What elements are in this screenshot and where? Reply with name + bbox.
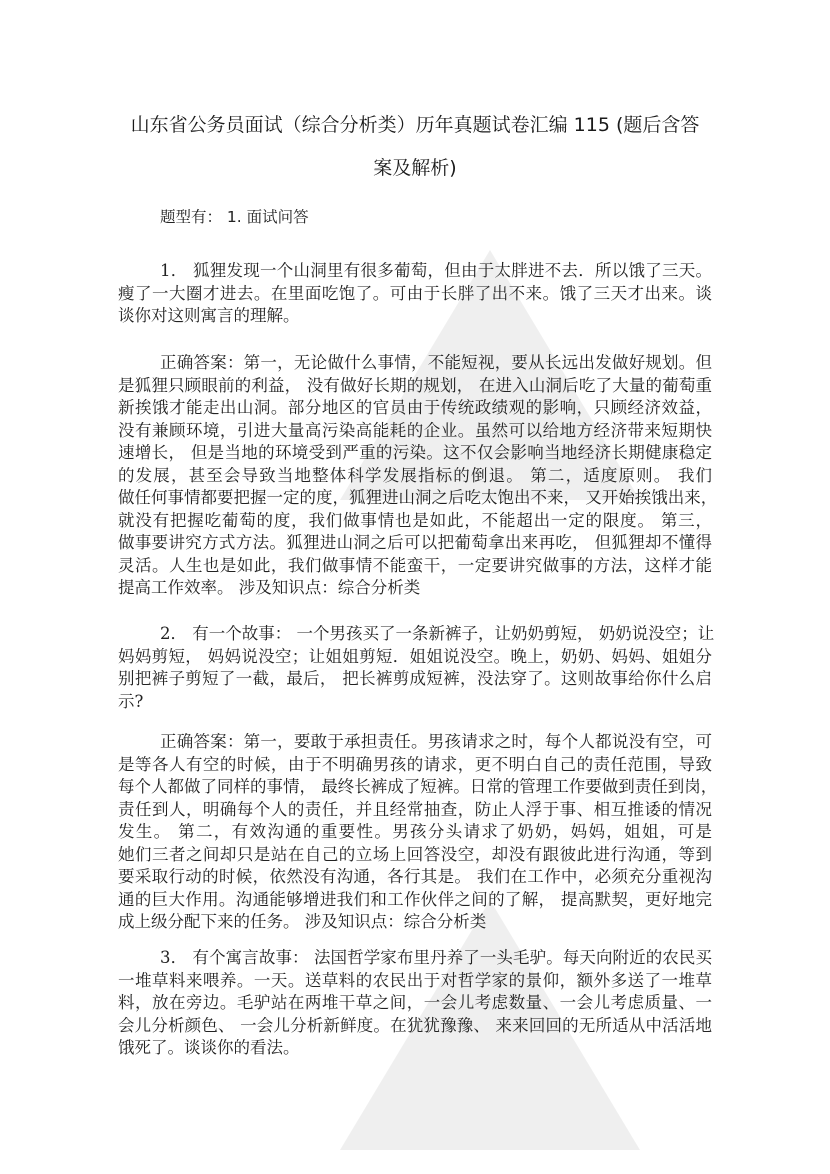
question-text-line: 料，放在旁边。毛驴站在两堆干草之间，一会儿考虑数量、一会儿考虑质量、一 (118, 993, 712, 1012)
answer-2 (118, 731, 718, 934)
question-text-line: 3． 有个寓言故事： 法国哲学家布里丹养了一头毛驴。每天向附近的农民买 (160, 948, 712, 967)
question-text-line: 示? (118, 691, 144, 711)
answer-text-line: 新挨饿才能走出山洞。部分地区的官员由于传统政绩观的影响，只顾经济效益， (118, 398, 712, 417)
answer-text-line: 正确答案：第一，要敢于承担责任。男孩请求之时，每个人都说没有空，可 (160, 732, 712, 751)
answer-text-line: 通的巨大作用。沟通能够增进我们和工作伙伴之间的了解， 提高默契，更好地完 (118, 889, 712, 909)
question-2 (118, 623, 715, 713)
answer-text-line: 要采取行动的时候，依然没有沟通，各行其是。 我们在工作中，必须充分重视沟 (118, 867, 712, 886)
question-text-line: 1． 狐狸发现一个山洞里有很多葡萄，但由于太胖进不去．所以饿了三天。 (160, 261, 712, 280)
document-title-line-1: 山东省公务员面试（综合分析类）历年真题试卷汇编 115 (题后含答 (130, 114, 700, 136)
answer-text-line: 的发展，甚至会导致当地整体科学发展指标的倒退。 第二，适度原则。 我们 (118, 465, 712, 485)
question-text-line: 会儿分析颜色、 一会儿分析新鲜度。在犹犹豫豫、 来来回回的无所适从中活活地 (118, 1015, 712, 1035)
question-1 (118, 260, 712, 328)
answer-text-line: 做事要讲究方式方法。狐狸进山洞之后可以把葡萄拿出来再吃， 但狐狸却不懂得 (118, 533, 712, 552)
question-text-line: 谈你对这则寓言的理解。 (118, 306, 300, 325)
answer-text-line: 是狐狸只顾眼前的利益， 没有做好长期的规划， 在进入山洞后吃了大量的葡萄重 (118, 375, 712, 395)
answer-text-line: 成上级分配下来的任务。 涉及知识点：综合分析类 (118, 912, 487, 931)
answer-text-line: 做任何事情都要把握一定的度，狐狸进山洞之后吃太饱出不来， 又开始挨饿出来， (118, 488, 718, 507)
answer-1 (118, 352, 718, 600)
answer-text-line: 每个人都做了同样的事情， 最终长裤成了短裤。日常的管理工作要做到责任到岗， (118, 777, 718, 796)
question-text-line: 妈妈剪短， 妈妈说没空；让姐姐剪短．姐姐说没空。晚上，奶奶、妈妈、姐姐分 (118, 646, 712, 666)
answer-text-line: 提高工作效率。 涉及知识点：综合分析类 (118, 578, 421, 597)
answer-text-line: 没有兼顾环境，引进大量高污染高能耗的企业。虽然可以给地方经济带来短期快 (118, 420, 712, 440)
question-text-line: 瘦了一大圈才进去。在里面吃饱了。可由于长胖了出不来。饿了三天才出来。谈 (118, 283, 712, 303)
answer-text-line: 就没有把握吃葡萄的度，我们做事情也是如此，不能超出一定的限度。 第三， (118, 510, 712, 530)
answer-text-line: 发生。 第二，有效沟通的重要性。男孩分头请求了奶奶，妈妈，姐姐，可是 (118, 822, 712, 841)
answer-text-line: 灵活。人生也是如此，我们做事情不能蛮干，一定要讲究做事的方法，这样才能 (118, 555, 712, 575)
answer-text-line: 正确答案：第一，无论做什么事情，不能短视，要从长远出发做好规划。但 (160, 353, 712, 372)
answer-text-line: 她们三者之间却只是站在自己的立场上回答没空，却没有跟彼此进行沟通，等到 (118, 844, 712, 864)
question-text-line: 2． 有一个故事： 一个男孩买了一条新裤子，让奶奶剪短， 奶奶说没空；让 (160, 624, 715, 643)
answer-text-line: 是等各人有空的时候，由于不明确男孩的请求，更不明白自己的责任范围，导致 (118, 754, 712, 774)
question-3 (118, 947, 712, 1060)
question-text-line: 一堆草料来喂养。一天。送草料的农民出于对哲学家的景仰，额外多送了一堆草 (118, 970, 712, 990)
document-title-line-2: 案及解析) (373, 157, 457, 179)
answer-text-line: 责任到人，明确每个人的责任，并且经常抽查，防止人浮于事、相互推诿的情况 (118, 799, 712, 819)
question-text-line: 饿死了。谈谈你的看法。 (118, 1038, 300, 1057)
question-type-label: 题型有： 1. 面试问答 (160, 208, 309, 226)
question-text-line: 别把裤子剪短了一截，最后， 把长裤剪成短裤，没法穿了。这则故事给你什么启 (118, 669, 712, 688)
answer-text-line: 速增长， 但是当地的环境受到严重的污染。这不仅会影响当地经济长期健康稳定 (118, 443, 712, 462)
